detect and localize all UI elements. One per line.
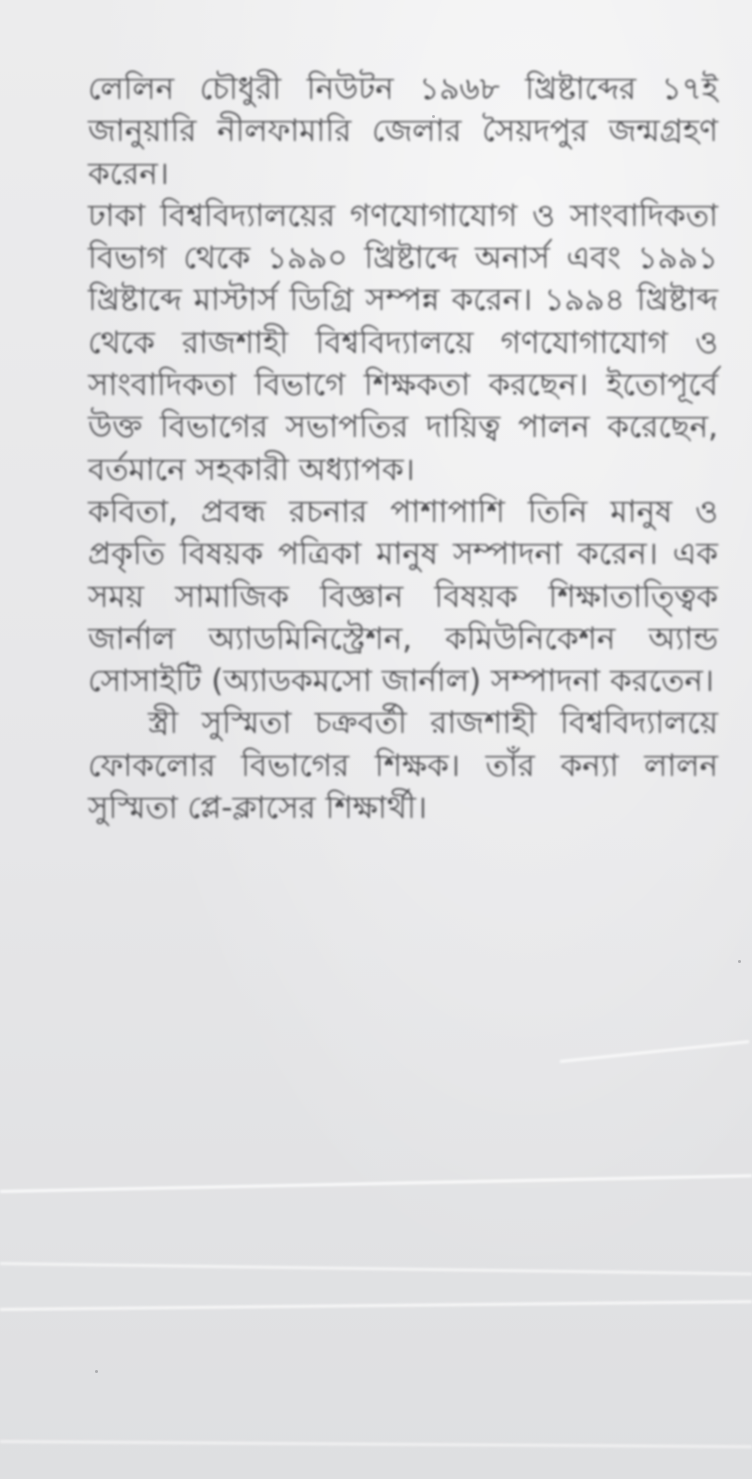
plastic-glare-4 bbox=[560, 1040, 749, 1063]
bio-paragraph-education: ঢাকা বিশ্ববিদ্যালয়ের গণযোগাযোগ ও সাংবাদিকতা বিভাগ থেকে ১৯৯০ খ্রিষ্টাব্দে অনার্স এবং ১৯৯১ খ্রিষ্টাব্দে মাস্টার্স ডিগ্রি সম্পন্ন করেন। ১৯৯৪ খ্রিষ্টাব্দ থেকে রাজশাহী বিশ্ববিদ্যালয়ে গণযোগাযোগ ও সাংবাদিকতা বিভাগে শিক্ষকতা করছেন। ইতোপূর্বে উক্ত বিভাগের সভাপতির দায়িত্ব পালন করেছেন, বর্তমানে সহকারী অধ্যাপক। bbox=[88, 197, 718, 488]
bio-paragraph-writing: কবিতা, প্রবন্ধ রচনার পাশাপাশি তিনি মানুষ ও প্রকৃতি বিষয়ক পত্রিকা মানুষ সম্পাদনা করেন। এক সময় সামাজিক বিজ্ঞান বিষয়ক শিক্ষাতাত্ত্বিক জার্নাল অ্যাডমিনিস্ট্রেশন, কমিউনিকেশন অ্যান্ড সোসাইটি (অ্যাডকমসো জার্নাল) সম্পাদনা করতেন। bbox=[88, 493, 718, 700]
plastic-glare-3 bbox=[0, 1300, 752, 1311]
author-biography bbox=[88, 68, 718, 829]
bio-paragraph-birth: লেলিন চৌধুরী নিউটন ১৯৬৮ খ্রিষ্টাব্দের ১৭ই জানুয়ারি নীলফামারি জেলার সৈয়দপুর জন্মগ্রহণ করেন। bbox=[88, 71, 718, 192]
paper-speck bbox=[738, 960, 741, 963]
plastic-glare-5 bbox=[0, 1440, 752, 1448]
paper-speck bbox=[95, 1370, 98, 1373]
plastic-glare-1 bbox=[0, 1174, 752, 1193]
plastic-glare-2 bbox=[0, 1262, 752, 1275]
bio-paragraph-family: স্ত্রী সুস্মিতা চক্রবর্তী রাজশাহী বিশ্ববিদ্যালয়ে ফোকলোর বিভাগের শিক্ষক। তাঁর কন্যা লালন সুস্মিতা প্লে-ক্লাসের শিক্ষার্থী। bbox=[88, 705, 718, 827]
